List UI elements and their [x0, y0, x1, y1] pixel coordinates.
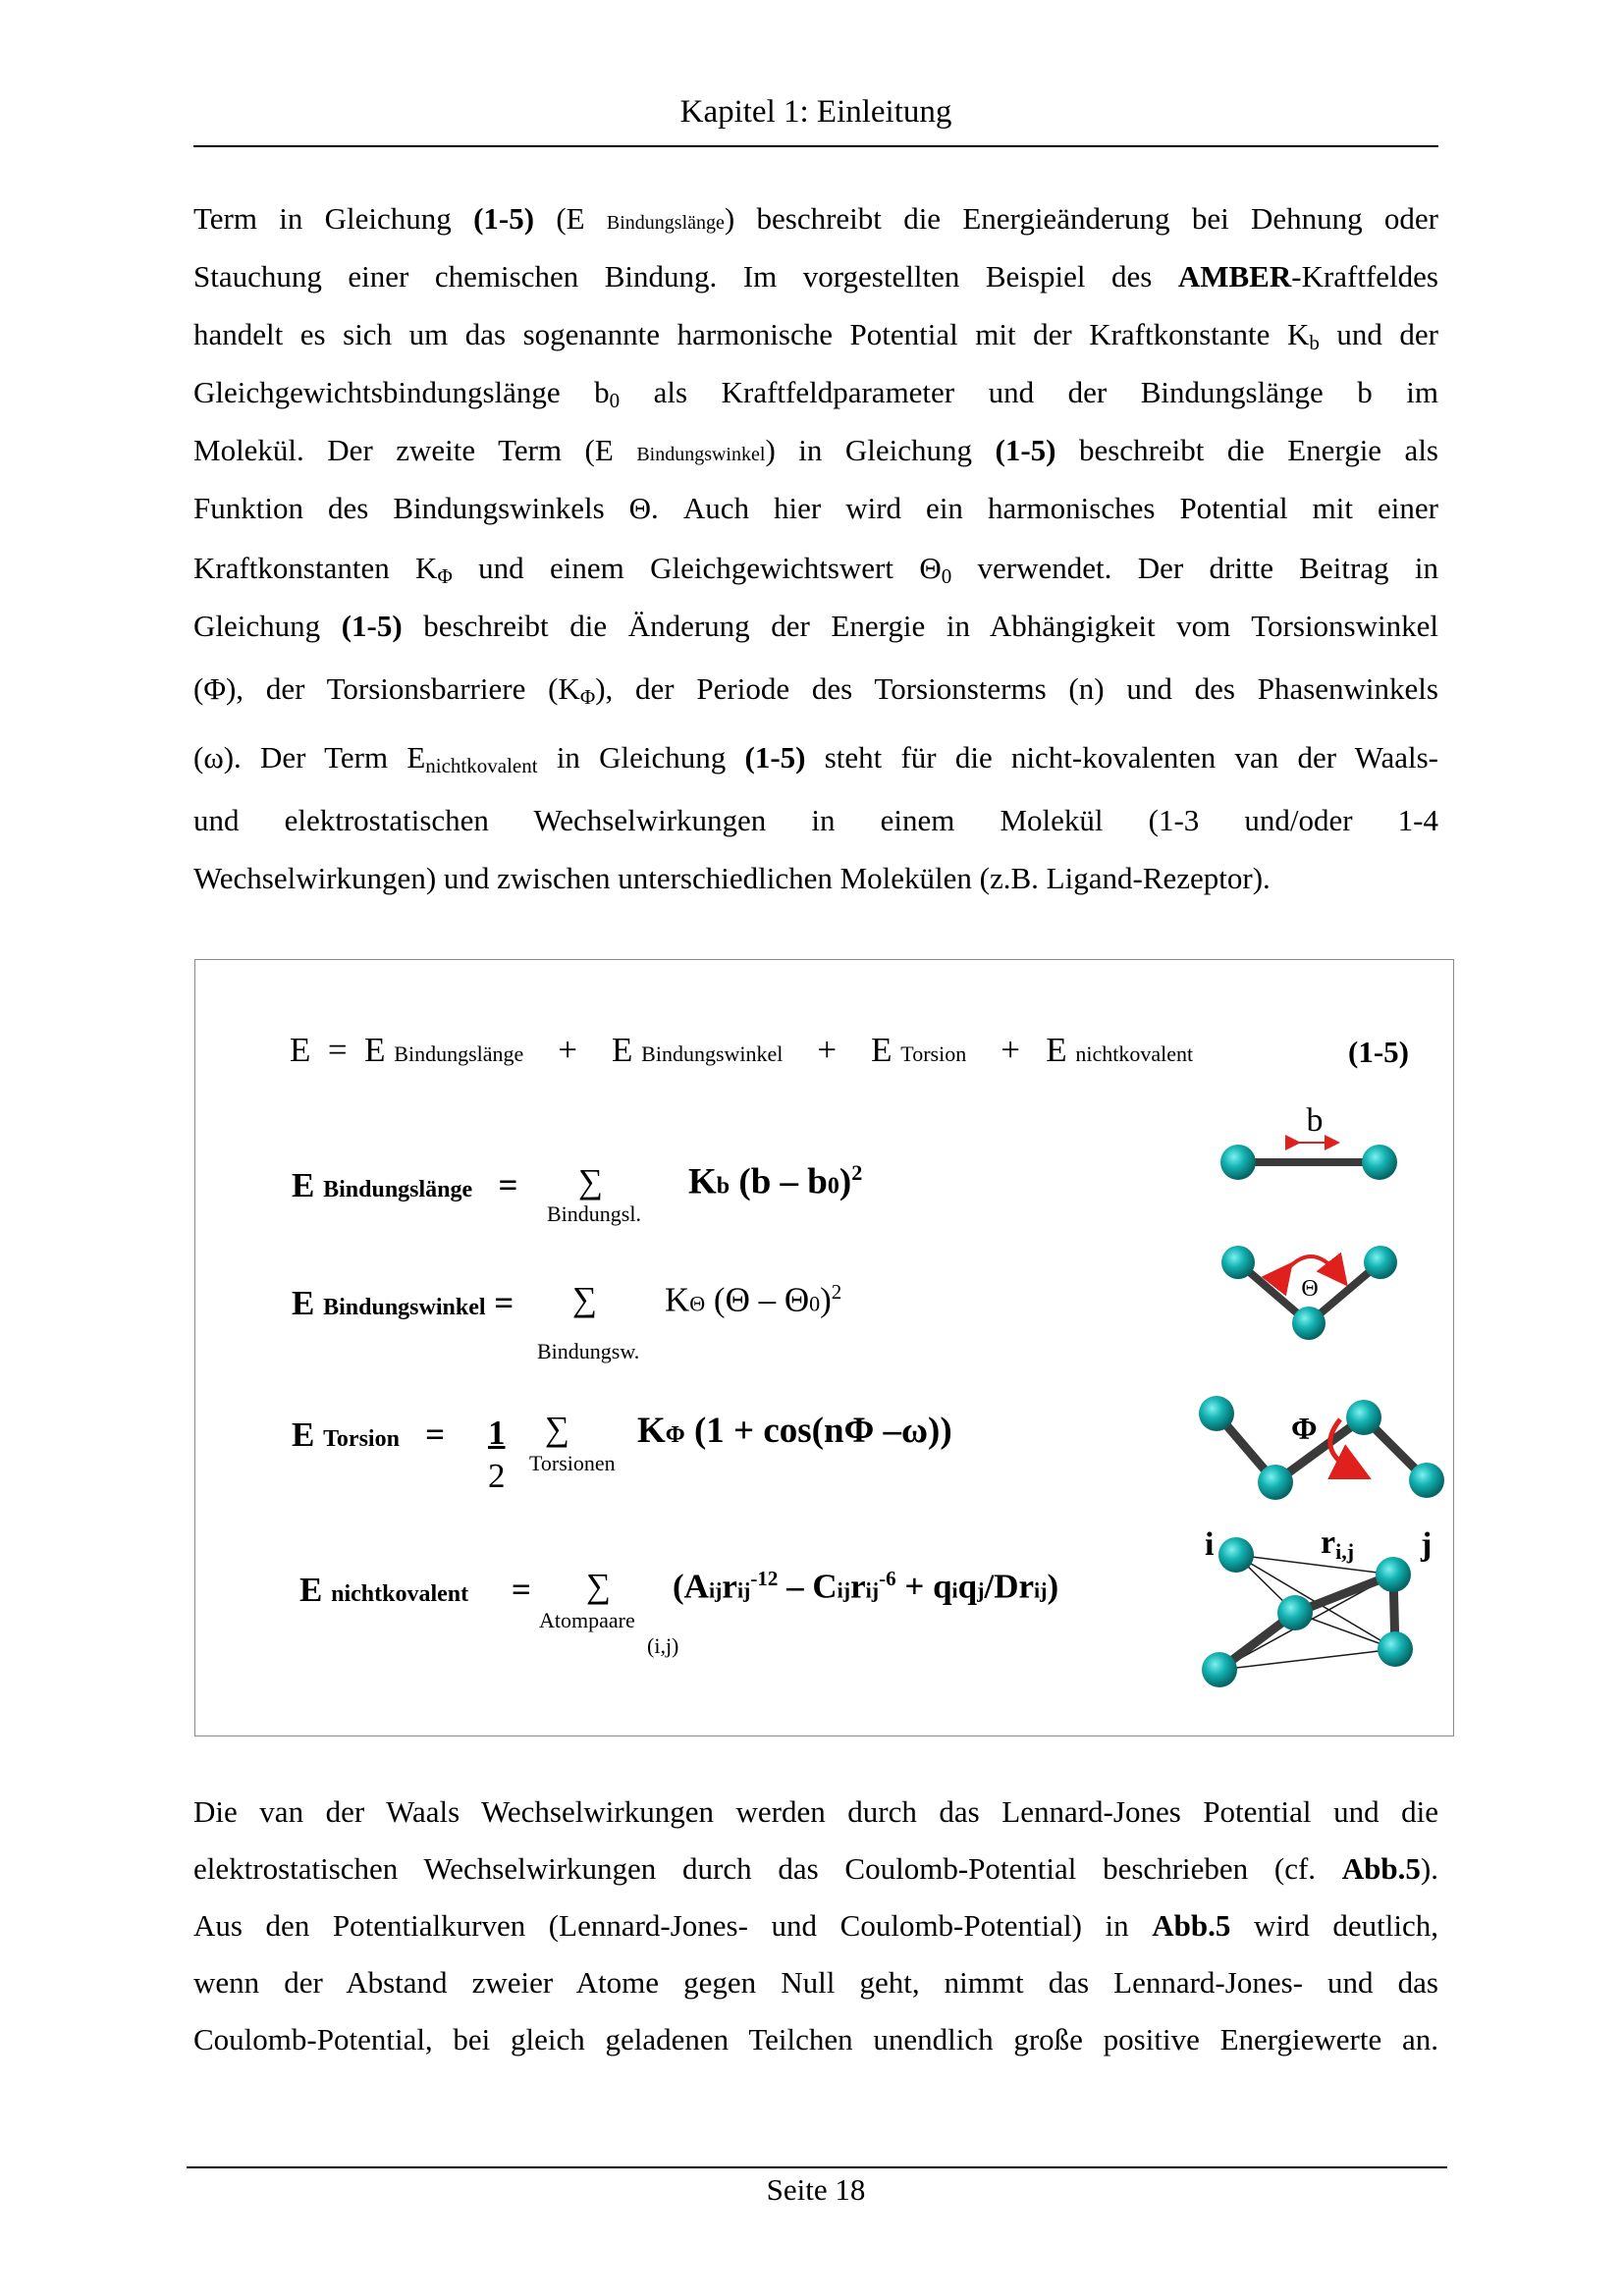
nonbonded-diagram	[1202, 1524, 1432, 1687]
bond-angle-diagram	[1221, 1246, 1397, 1340]
bond-energy-lhs: E Bindungslänge =	[292, 1166, 518, 1204]
torsion-energy-lhs: E Torsion =	[292, 1415, 446, 1454]
atom	[1277, 1595, 1313, 1630]
equation-box	[194, 959, 1454, 1736]
molecule-diagrams	[195, 960, 1455, 1737]
atom-j-label: j	[1421, 1526, 1433, 1563]
nonbond-energy-lhs: E nichtkovalent =	[299, 1571, 531, 1609]
atom	[1199, 1396, 1234, 1431]
header-rule	[193, 145, 1438, 147]
atom	[1218, 1537, 1254, 1573]
text-line: Funktion des Bindungswinkels Θ. Auch hier wird ein harmonisches Potential mit einer	[193, 491, 1438, 525]
text-line: Gleichung (1-5) beschreibt die Änderung der Energie in Abhängigkeit vom Torsionswinkel	[193, 609, 1438, 643]
sum-subscript: Torsionen	[529, 1451, 616, 1475]
atom	[1220, 1145, 1256, 1180]
atom	[1376, 1557, 1411, 1592]
sum-subscript: Bindungsl.	[547, 1201, 641, 1226]
fraction-numerator: 1	[488, 1414, 506, 1452]
text-line: (Φ), der Torsionsbarriere (KΦ), der Periode des Torsionsterms (n) und des Phasenwinkels	[193, 671, 1438, 709]
atom	[1409, 1463, 1444, 1498]
text-line: Wechselwirkungen) und zwischen unterschiedlichen Molekülen (z.B. Ligand-Rezeptor).	[193, 861, 1271, 895]
torsion-energy-rhs: KΦ (1 + cos(nΦ –ω))	[637, 1411, 952, 1451]
nonbond-energy-rhs: (Aijrij$^{-12}$ – Cijrij$^{-6}$ + qiqj/Drij)	[673, 1567, 1059, 1606]
text-line: Aus den Potentialkurven (Lennard-Jones- und Coulomb-Potential) in Abb.5 wird deutlich,	[193, 1908, 1438, 1943]
atom	[1258, 1465, 1293, 1500]
bond-energy-rhs: Kb (b – b0)$^2$	[688, 1160, 863, 1202]
bond-length-label: b	[1306, 1102, 1324, 1139]
fraction-denominator: 2	[488, 1457, 506, 1495]
text-line: Stauchung einer chemischen Bindung. Im vorgestellten Beispiel des AMBER-Kraftfeldes	[193, 259, 1438, 294]
atom	[1292, 1307, 1325, 1340]
text-line: Gleichgewichtsbindungslänge b0 als Kraftfeldparameter und der Bindungslänge b im	[193, 375, 1438, 412]
sum-symbol: ∑	[572, 1280, 597, 1318]
torsion-diagram	[1199, 1396, 1444, 1500]
text-line: und elektrostatischen Wechselwirkungen in einem Molekül (1-3 und/oder 1-4	[193, 803, 1438, 837]
text-line: Kraftkonstanten KΦ und einem Gleichgewichtswert Θ0 verwendet. Der dritte Beitrag in	[193, 551, 1438, 588]
curved-arrow-icon	[1283, 1256, 1338, 1274]
angle-energy-lhs: E Bindungswinkel =	[292, 1284, 514, 1322]
equation-number: (1-5)	[1348, 1035, 1409, 1069]
text-line: handelt es sich um das sogenannte harmonische Potential mit der Kraftkonstante Kb und der	[193, 317, 1438, 354]
sum-symbol: ∑	[578, 1162, 603, 1201]
footer-rule	[187, 2166, 1447, 2168]
text-line: Coulomb-Potential, bei gleich geladenen Teilchen unendlich große positive Energiewerte an.	[193, 2022, 1438, 2056]
text-line: Die van der Waals Wechselwirkungen werden durch das Lennard-Jones Potential und die	[193, 1794, 1438, 1829]
sum-subscript: Bindungsw.	[537, 1339, 640, 1363]
text-line: Molekül. Der zweite Term (E Bindungswinkel) in Gleichung (1-5) beschreibt die Energie als	[193, 433, 1438, 467]
atom	[1378, 1631, 1413, 1667]
atom	[1202, 1652, 1237, 1687]
angle-label: Θ	[1301, 1276, 1319, 1302]
atom	[1346, 1400, 1381, 1435]
page-number: Seite 18	[766, 2172, 866, 2207]
atom	[1364, 1246, 1397, 1279]
sum-subscript-pair: (i,j)	[647, 1633, 679, 1658]
bond-stretch-diagram	[1220, 1102, 1397, 1180]
text-line: wenn der Abstand zweier Atome gegen Null geht, nimmt das Lennard-Jones- und das	[193, 1965, 1438, 2000]
sum-symbol: ∑	[545, 1410, 569, 1448]
atom	[1362, 1145, 1397, 1180]
text-line: elektrostatischen Wechselwirkungen durch das Coulomb-Potential beschrieben (cf. Abb.5).	[193, 1851, 1438, 1886]
text-line: (ω). Der Term Enichtkovalent in Gleichung (1-5) steht für die nicht-kovalenten van der Waals-	[193, 740, 1438, 777]
equation-main: E = E Bindungslänge + E Bindungswinkel + E Torsion + E nichtkovalent	[290, 1031, 1194, 1069]
sum-subscript: Atompaare	[539, 1608, 635, 1632]
distance-label: ri,j	[1321, 1524, 1355, 1564]
atom	[1221, 1246, 1255, 1279]
torsion-label: Φ	[1291, 1411, 1318, 1446]
atom-i-label: i	[1205, 1526, 1215, 1563]
text-line: Term in Gleichung (1-5) (E Bindungslänge) beschreibt die Energieänderung bei Dehnung oder	[193, 201, 1438, 236]
sum-symbol: ∑	[586, 1567, 611, 1605]
angle-energy-rhs: KΘ (Θ – Θ0)$^2$	[665, 1280, 842, 1319]
page-header: Kapitel 1: Einleitung	[679, 94, 952, 130]
